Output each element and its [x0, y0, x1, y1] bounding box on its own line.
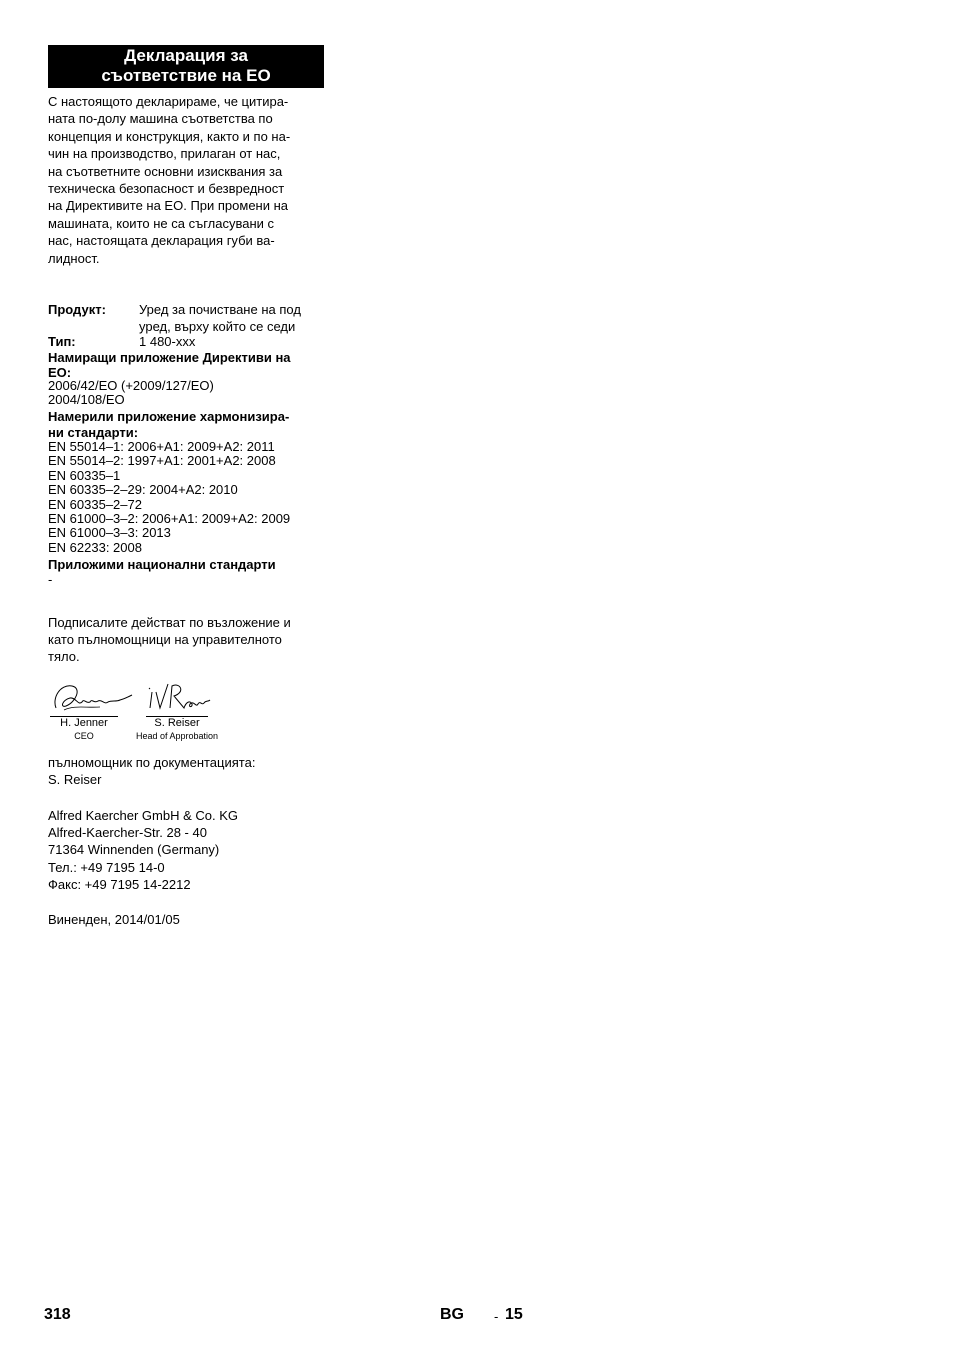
standard-item: EN 61000–3–3: 2013: [48, 525, 171, 541]
national-standards-header: Приложими национални стандарти: [48, 557, 276, 573]
standard-item: EN 55014–1: 2006+A1: 2009+A2: 2011: [48, 438, 275, 454]
page-number: 318: [44, 1306, 71, 1323]
signer-name: S. Reiser: [146, 716, 208, 730]
product-row: [48, 301, 324, 335]
footer-dash: -: [494, 1309, 499, 1324]
directive-item: 2006/42/ЕО (+2009/127/ЕО): [48, 378, 214, 394]
standard-item: EN 61000–3–2: 2006+A1: 2009+A2: 2009: [48, 510, 291, 526]
company-address: Alfred Kaercher GmbH & Co. KG Alfred-Kaercher-Str. 28 - 40 71364 Winnenden (Germany) Тел.: +49 7195 14-0 Факс: +49 7195 14-2212: [48, 807, 239, 893]
standard-item: EN 62233: 2008: [48, 539, 142, 555]
handwritten-signature-jenner: [50, 678, 134, 716]
directives-header-cont: ЕО:: [48, 365, 72, 381]
section-title: Декларация за съответствие на ЕО: [48, 45, 324, 88]
type-row: [48, 335, 324, 349]
signatures: [48, 678, 324, 748]
documentation-authorized: пълномощник по документацията: S. Reiser: [48, 754, 256, 788]
handwritten-signature-reiser: [146, 678, 212, 716]
section-page-number: 15: [505, 1306, 523, 1323]
standard-item: EN 60335–2–29: 2004+A2: 2010: [48, 482, 238, 498]
product-value: Уред за почистване на под уред, върху който се седи: [139, 302, 301, 335]
signature-reiser: [136, 678, 219, 742]
type-value: 1 480-xxx: [139, 334, 196, 350]
directive-item: 2004/108/ЕО: [48, 392, 125, 408]
declaration-column: [48, 45, 324, 928]
standards-header: Намерили приложение хармонизира-: [48, 408, 290, 424]
intro-paragraph: С настоящото декларираме, че цитира- ната по-долу машина съответства по концепция и конструкция, както и по на- чин на производство, прилаган от нас, на съответните основни изисквания за техническа безопасност и безвредност на Директивите на ЕО. При промени на машината, които не са съгласувани с нас, настоящата декларация губи ва- лидност.: [48, 94, 291, 266]
signer-role: CEO: [74, 730, 94, 741]
signatories-paragraph: Подписалите действат по възложение и като пълномощници на управителното тяло.: [48, 614, 291, 665]
signature-jenner: [50, 678, 118, 742]
signer-role: Head of Approbation: [136, 730, 219, 741]
type-label: Тип:: [48, 334, 76, 350]
directives-header: Намиращи приложение Директиви на: [48, 350, 291, 366]
standard-item: EN 55014–2: 1997+A1: 2001+A2: 2008: [48, 453, 276, 469]
product-label: Продукт:: [48, 302, 106, 318]
signer-name: H. Jenner: [50, 716, 118, 730]
standard-item: EN 60335–1: [48, 467, 121, 483]
national-standards-value: -: [48, 572, 53, 588]
standards-header-cont: ни стандарти:: [48, 424, 139, 440]
language-code: BG: [440, 1306, 464, 1323]
standard-item: EN 60335–2–72: [48, 496, 142, 512]
place-date: Виненден, 2014/01/05: [48, 911, 180, 927]
